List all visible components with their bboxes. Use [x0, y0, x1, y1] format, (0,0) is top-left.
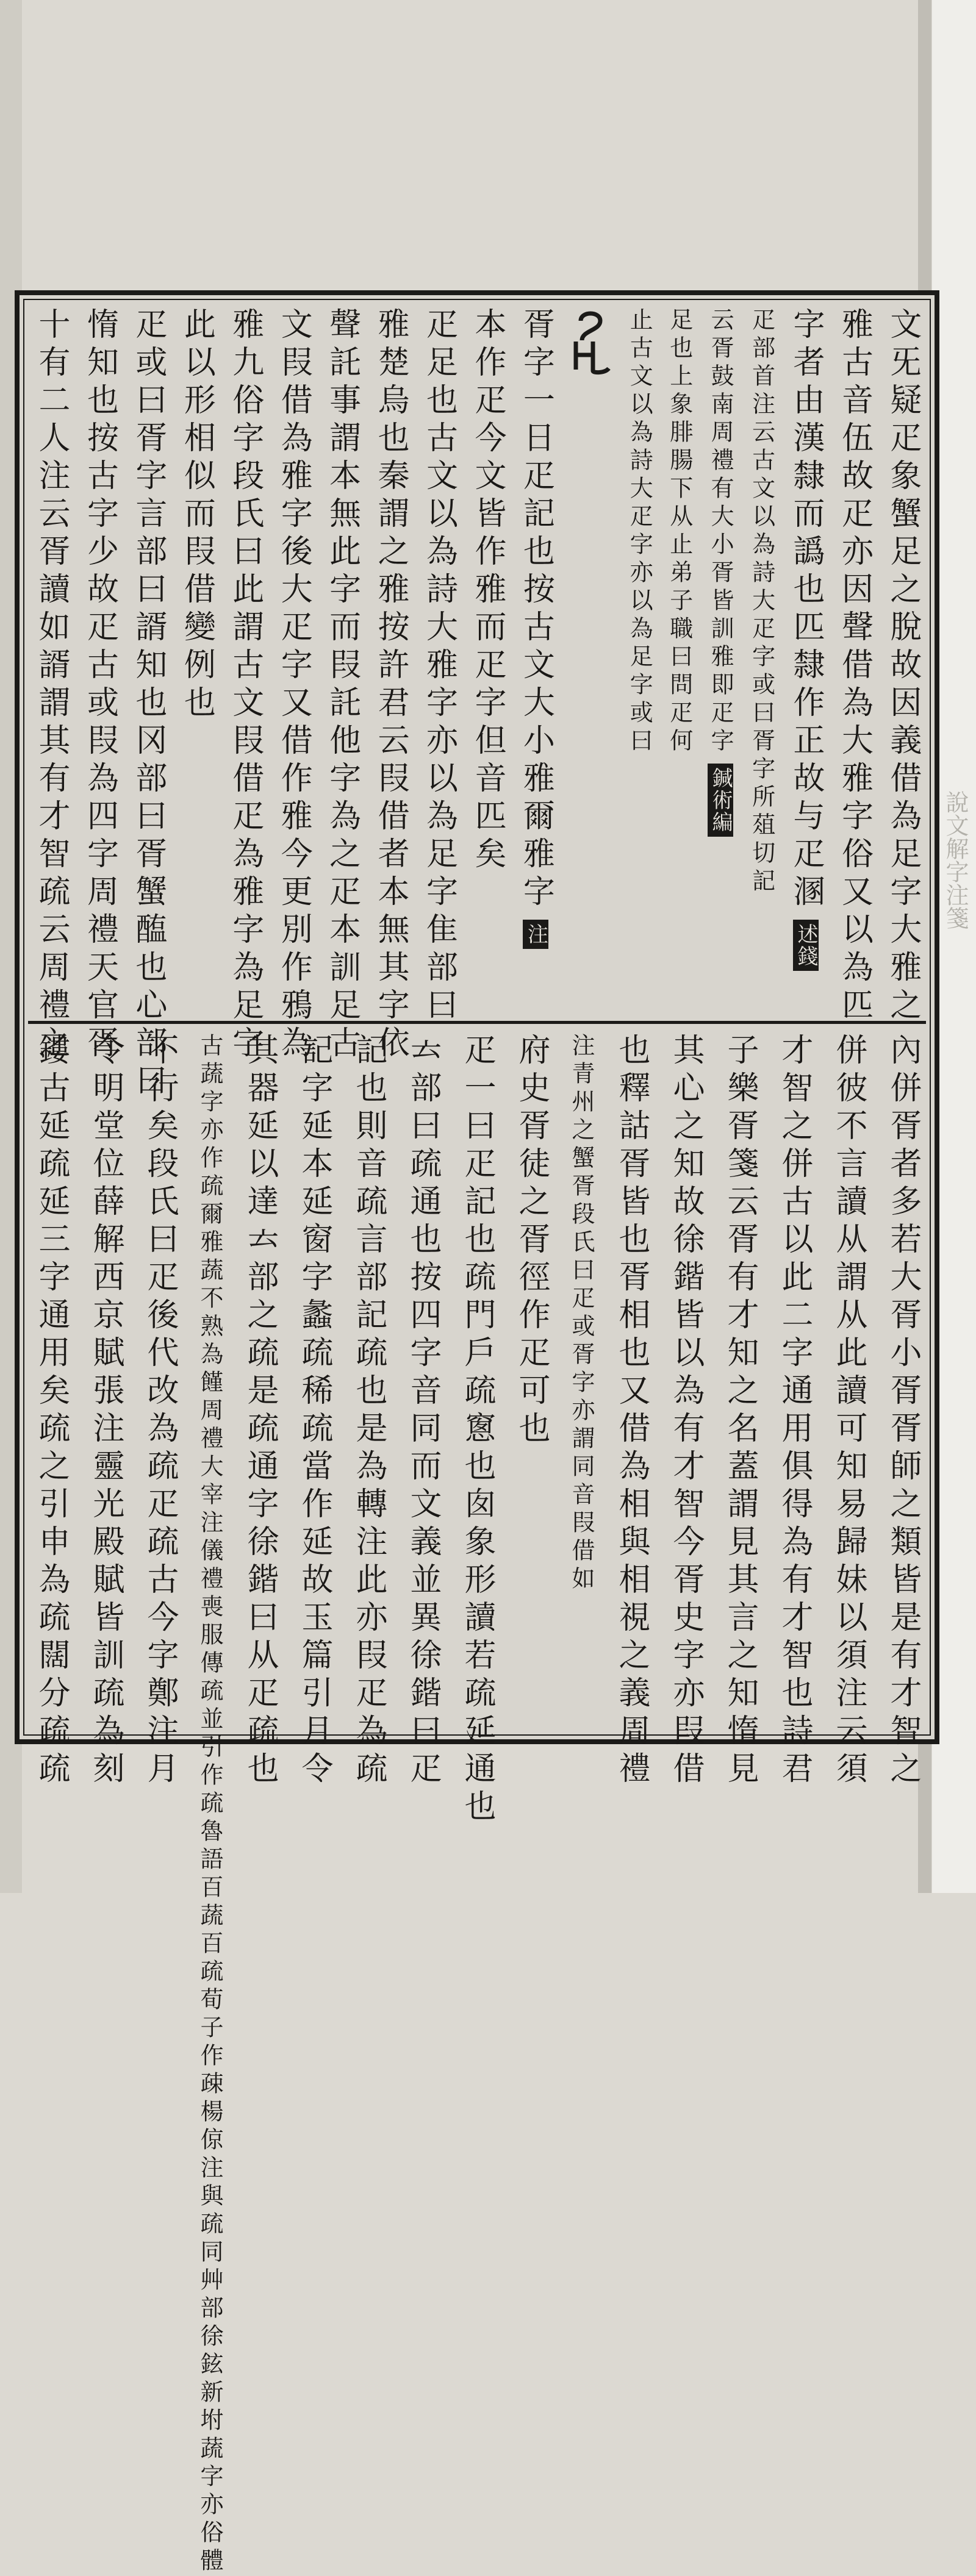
column-text: 云胥鼓南周禮有大小胥皆訓雅即疋字	[707, 307, 734, 756]
column-text: 雅古音伍故疋亦因聲借為大雅字俗又以為匹	[836, 307, 873, 1026]
column-text: 此以形相似而叚借變例也	[178, 307, 215, 723]
top-columns	[33, 307, 921, 1101]
column-text: 十有二人注云胥讀如諝謂其有才智疏云周禮之	[33, 307, 70, 1064]
text-column	[708, 307, 733, 1015]
column-text: 不行矣段氏曰疋後代改為疏疋疏古今字鄭注月	[142, 1033, 178, 1789]
printed-page	[15, 290, 939, 2576]
column-text: 疋部首注云古文以為詩大疋字或曰胥字所葅切記	[748, 307, 775, 896]
seal-script-glyph	[569, 307, 611, 1015]
text-column	[372, 307, 409, 1064]
text-column	[242, 1033, 278, 1789]
text-column	[667, 1033, 704, 1789]
text-column	[570, 1033, 593, 1728]
text-column	[776, 1033, 813, 1789]
text-column	[404, 1033, 441, 1789]
text-column	[142, 1033, 178, 1789]
inverted-marker: 注	[523, 920, 548, 949]
column-text: 疋足也古文以為詩大雅字亦以為足字隹部曰	[420, 307, 458, 1026]
column-text: 雅楚烏也秦謂之雅按許君云叚借者本無其字依	[372, 307, 409, 1064]
text-column	[33, 1033, 70, 1789]
column-text: 內併胥者多若大胥小胥胥師之類皆是有才智之	[884, 1033, 921, 1789]
text-column	[196, 1033, 223, 2576]
text-column	[517, 307, 554, 1015]
column-text: 惰知也按古字少故疋古或叚為四字周禮天官胥	[81, 307, 118, 1064]
top-register	[33, 307, 921, 1101]
bottom-columns	[33, 1033, 921, 2576]
column-text: 其心之知故徐鍇皆以為有才智今胥史字亦叚借	[667, 1033, 704, 1789]
column-text: 𠫓部曰疏通也按四字音同而文義並異徐鍇曰疋	[404, 1033, 441, 1789]
text-column	[33, 307, 70, 1064]
column-text: 文旡疑疋象蟹足之脫故因義借為足字大雅之	[884, 307, 921, 1026]
text-column	[884, 1033, 921, 1789]
text-column	[722, 1033, 758, 1789]
text-column	[459, 1033, 495, 1827]
bottom-register	[33, 1033, 921, 2576]
column-text: 文叚借為雅字後大疋字又借作雅今更別作鴉為	[275, 307, 312, 1064]
text-column	[420, 307, 458, 1026]
text-column	[790, 307, 822, 1015]
column-text: 止古文以為詩大疋字亦以為足字或曰	[626, 307, 653, 756]
column-text: 令明堂位薛解西京賦張注靈光殿賦皆訓疏為刻	[87, 1033, 124, 1789]
text-column	[836, 307, 873, 1026]
column-text: 注青州之蟹胥段氏曰疋或胥字亦謂同音叚借如	[568, 1033, 595, 1594]
text-column	[884, 307, 921, 1026]
column-text: 古蔬字亦作疏爾雅蔬不熟為饉周禮大宰注儀禮喪服傳疏並引作疏魯語百蔬百疏荀子作疎楊倞注與疏同艸部徐鉉新坿蔬字亦俗體	[196, 1033, 223, 2576]
text-column	[178, 307, 215, 1015]
text-column	[296, 1033, 332, 1789]
column-text: 記也則音疏言部記疏也是為轉注此亦叚疋為疏	[350, 1033, 387, 1789]
column-text: 胥字一日疋記也按古文大小雅爾雅字	[517, 307, 554, 912]
text-column	[750, 307, 773, 1015]
column-text: 併彼不言讀从謂从此讀可知易歸妹以須注云須	[830, 1033, 867, 1789]
inverted-marker: 述錢	[793, 920, 819, 971]
text-column	[830, 1033, 867, 1789]
column-text: 其器延以達𠫓部之疏是疏通字徐鍇曰从疋疏也	[242, 1033, 278, 1789]
column-text: 本作疋今文皆作雅而疋字但音匹矣	[468, 307, 506, 875]
text-column	[468, 307, 506, 1015]
text-column	[350, 1033, 387, 1789]
column-text: 疋一曰疋記也疏門戶疏窻也囱象形讀若疏延通也	[459, 1033, 495, 1827]
column-text: 記字延本延窗字蠡疏稀疏當作延故玉篇引月令	[296, 1033, 332, 1789]
text-column	[323, 307, 361, 1064]
column-text: 字者由漢隸而譌也匹隸作正故与疋溷	[788, 307, 824, 912]
column-text: 也釋詁胥皆也胥相也又借為相與相視之義周禮	[613, 1033, 650, 1789]
column-text: 雅九俗字段氏曰此謂古文叚借疋為雅字為足字	[226, 307, 264, 1064]
text-column	[275, 307, 312, 1064]
column-text: 足也上象腓腸下从止弟子職曰問疋何	[666, 307, 693, 756]
show-through-text: 說文解字注箋	[942, 790, 969, 929]
seal-character-icon	[569, 310, 611, 377]
column-text: 鏤古延疏延三字通用矣疏之引申為疏闊分疏疏	[33, 1033, 70, 1789]
column-text: 疋或曰胥字言部曰諝知也冈部曰胥蟹醢也心部曰	[129, 307, 167, 1101]
text-column	[226, 307, 264, 1064]
text-column	[129, 307, 167, 1101]
inverted-marker: 鍼術編	[708, 764, 733, 837]
text-column	[81, 307, 118, 1064]
column-text: 才智之併古以此二字通用俱得為有才智也詩君	[776, 1033, 813, 1789]
column-text: 府史胥徒之胥徑作疋可也	[513, 1033, 550, 1449]
text-column	[513, 1033, 550, 1728]
register-divider	[28, 1021, 926, 1024]
column-text: 聲託事謂本無此字而叚託他字為之疋本訓足古	[323, 307, 361, 1064]
text-column	[87, 1033, 124, 1789]
text-column	[613, 1033, 650, 1789]
text-column	[668, 307, 691, 1015]
column-text: 子樂胥箋云胥有才知之名蓋謂見其言之知惰見	[722, 1033, 758, 1789]
text-column	[628, 307, 651, 1015]
